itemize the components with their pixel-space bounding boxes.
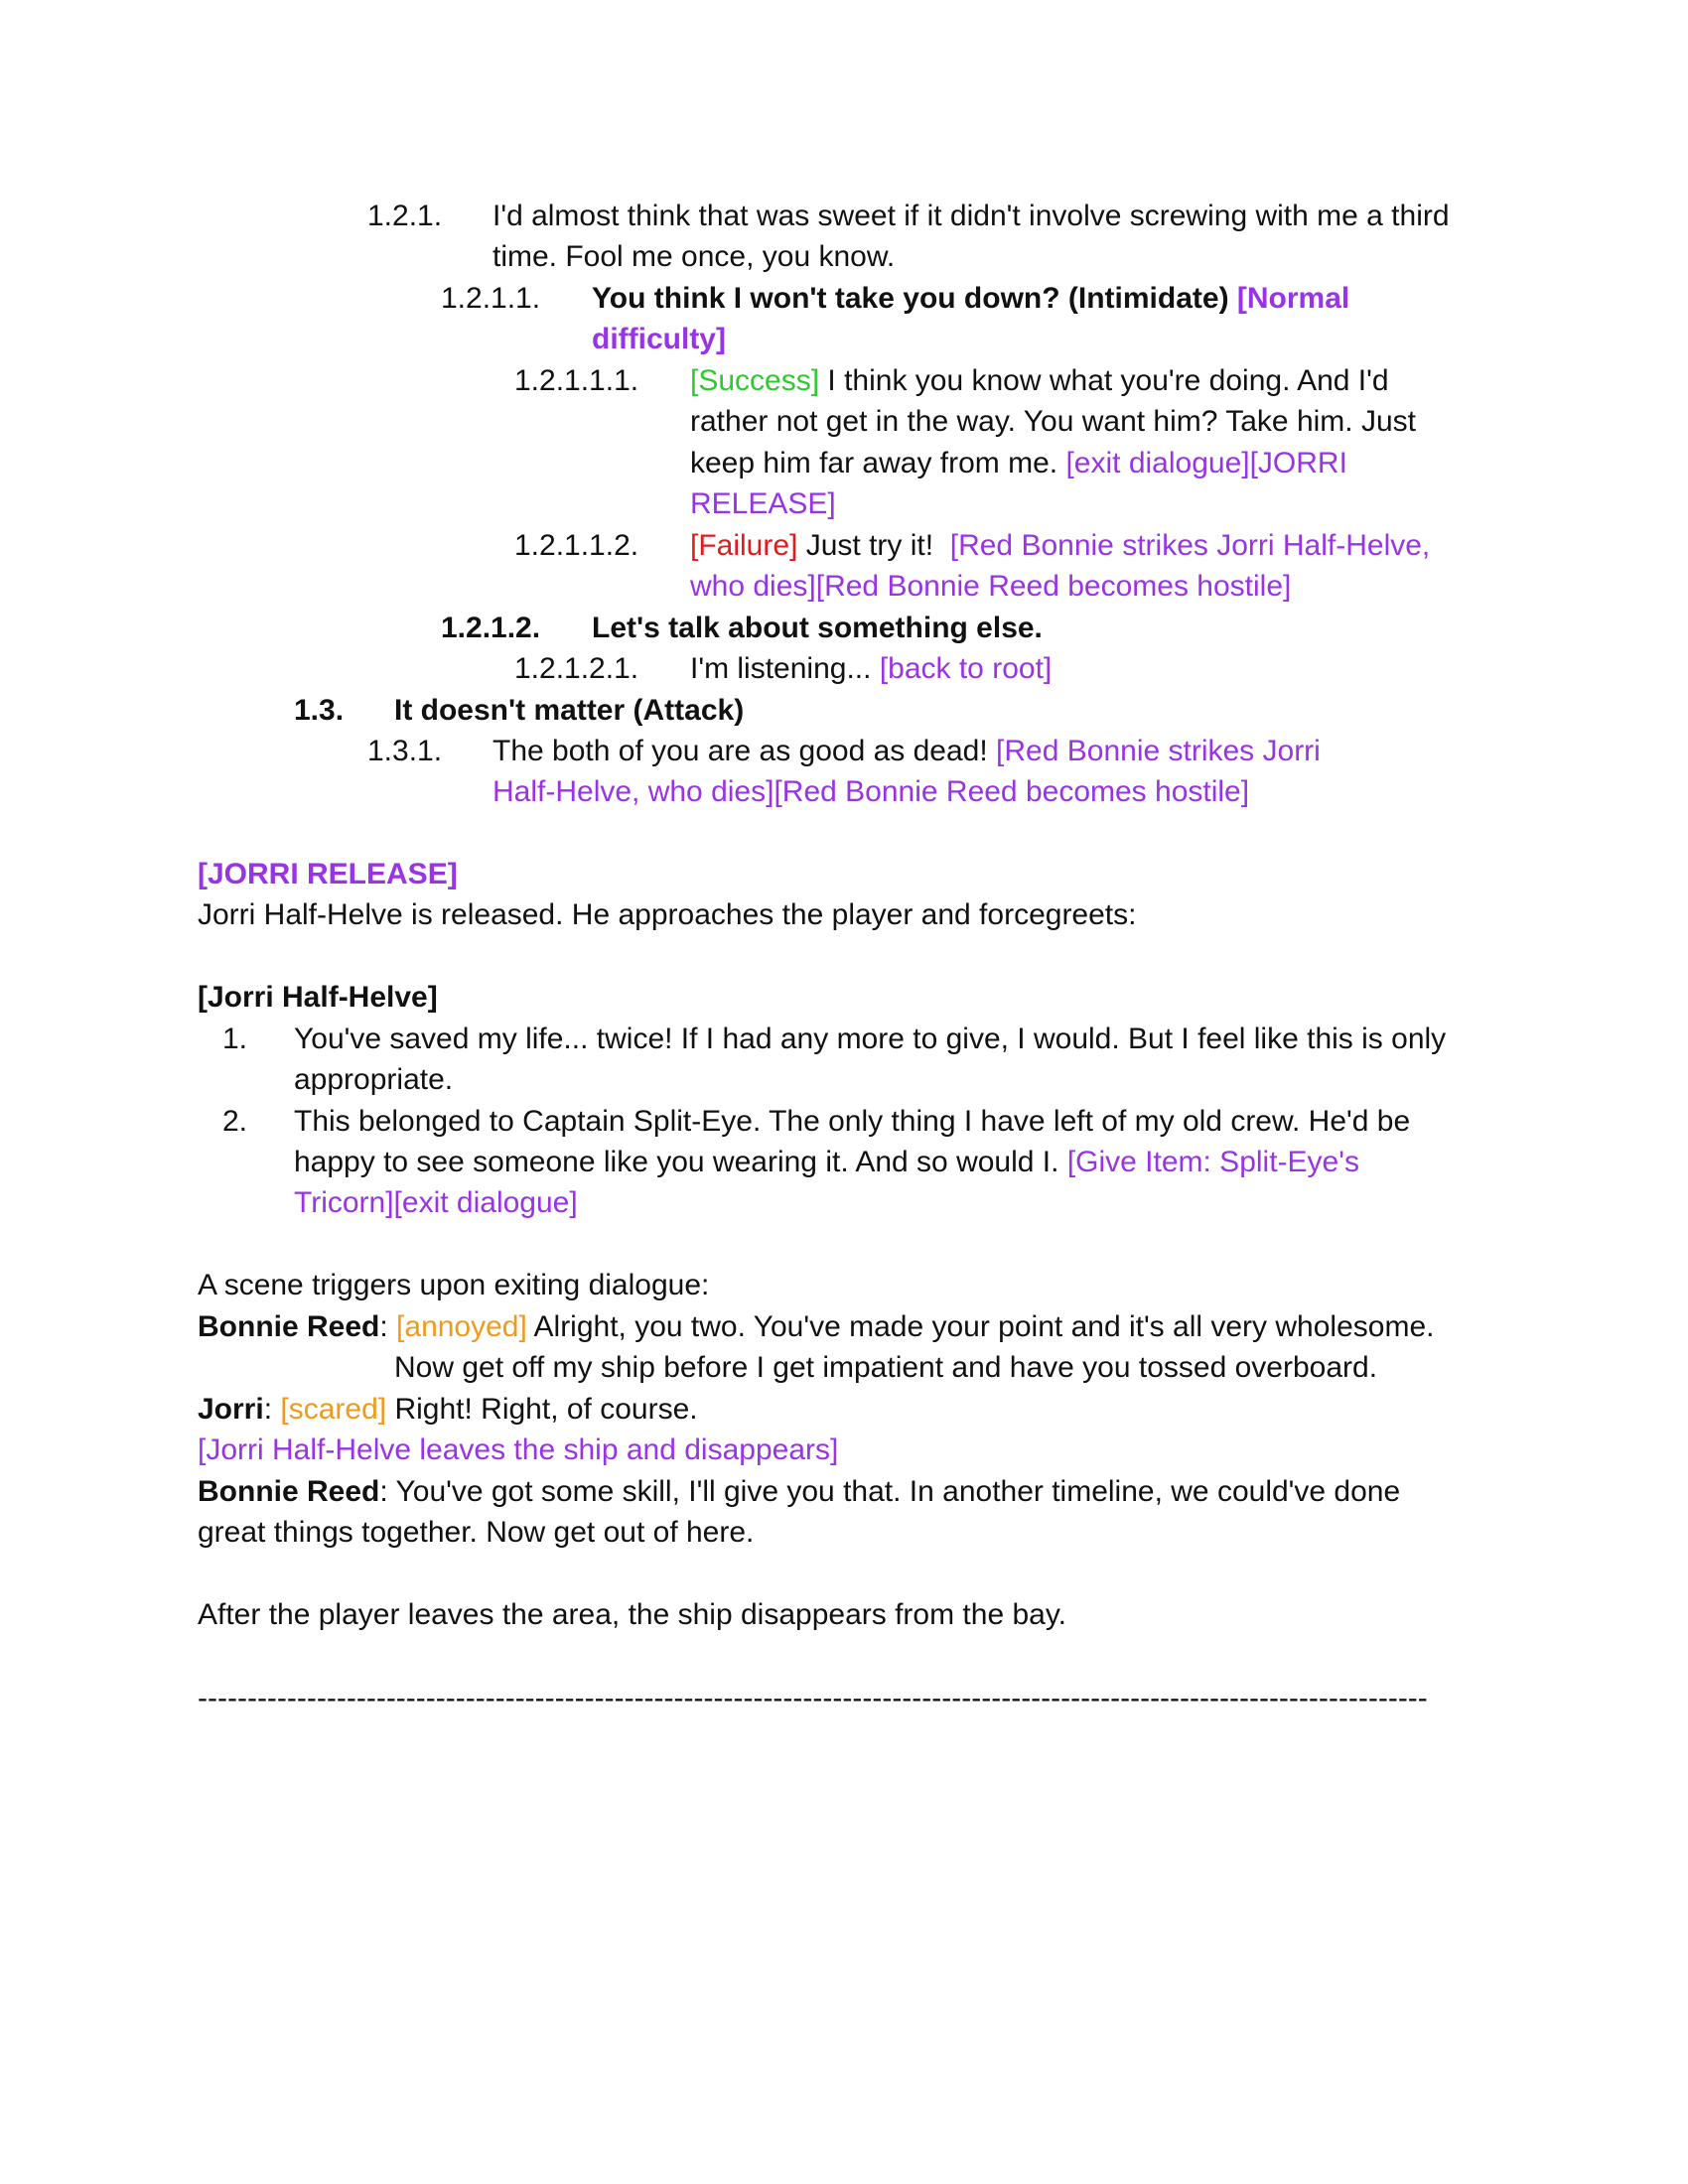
player-option: Let's talk about something else. xyxy=(592,612,1043,644)
dialogue-line xyxy=(690,360,1389,401)
colon: : xyxy=(379,1475,388,1508)
dialogue-line: I'd almost think that was sweet if it didn't involve screwing with me a third xyxy=(492,200,1450,232)
outline-number: 1.3.1. xyxy=(367,735,443,767)
dialogue-text: You've got some skill, I'll give you that. In another timeline, we could've done xyxy=(395,1475,1401,1508)
dialogue-text: Right! Right, of course. xyxy=(394,1393,698,1426)
player-option xyxy=(592,278,1349,319)
dialogue-line: time. Fool me once, you know. xyxy=(492,240,896,273)
dialogue-line xyxy=(492,731,1321,771)
action-tag: Tricorn][exit dialogue] xyxy=(294,1186,578,1219)
scene-line: great things together. Now get out of here. xyxy=(198,1516,755,1549)
dialogue-line xyxy=(690,525,1430,566)
list-item-text: appropriate. xyxy=(294,1063,454,1096)
outline-number: 1.2.1.2.1. xyxy=(514,652,639,685)
list-item-number: 1. xyxy=(222,1023,248,1055)
outline-number: 1.2.1.1. xyxy=(441,282,541,315)
list-item-number: 2. xyxy=(222,1105,248,1138)
difficulty-tag: difficulty] xyxy=(592,323,726,355)
colon: : xyxy=(263,1393,273,1426)
scene-outro: After the player leaves the area, the ship disappears from the bay. xyxy=(198,1598,1066,1631)
dialogue-text: keep him far away from me. xyxy=(690,447,1058,479)
emotion-tag: [scared] xyxy=(280,1393,387,1426)
failure-tag: [Failure] xyxy=(690,529,798,562)
section-divider: ---------------------------------------------------------------------------------------------------------------------------- xyxy=(198,1682,1428,1714)
list-item-text xyxy=(294,1142,1359,1182)
option-text: You think I won't take you down? (Intimidate) xyxy=(592,282,1229,315)
speaker-heading: [Jorri Half-Helve] xyxy=(198,981,438,1014)
list-item-text: This belonged to Captain Split-Eye. The only thing I have left of my old crew. He'd be xyxy=(294,1105,1411,1138)
dialogue-text: The both of you are as good as dead! xyxy=(492,735,988,767)
action-tag: [Give Item: Split-Eye's xyxy=(1066,1146,1359,1178)
dialogue-line xyxy=(690,443,1347,483)
emotion-tag: [annoyed] xyxy=(396,1310,527,1343)
outline-number: 1.2.1.2. xyxy=(441,612,541,644)
action-tag: Half-Helve, who dies][Red Bonnie Reed becomes hostile] xyxy=(492,775,1250,808)
dialogue-text: happy to see someone like you wearing it. And so would I. xyxy=(294,1146,1059,1178)
action-tag: [Red Bonnie strikes Jorri xyxy=(996,735,1321,767)
scene-line xyxy=(198,1306,1434,1347)
scene-line xyxy=(198,1389,698,1430)
dialogue-line: rather not get in the way. You want him? Take him. Just xyxy=(690,405,1416,438)
section-description: Jorri Half-Helve is released. He approaches the player and forcegreets: xyxy=(198,898,1137,931)
outline-number: 1.2.1.1.2. xyxy=(514,529,639,562)
outline-number: 1.3. xyxy=(294,694,345,727)
outline-number: 1.2.1.1.1. xyxy=(514,364,639,397)
dialogue-text: I'm listening... xyxy=(690,652,872,685)
speaker-name: Jorri xyxy=(198,1393,264,1426)
scene-line: Now get off my ship before I get impatient and have you tossed overboard. xyxy=(394,1351,1378,1384)
action-tag: [Jorri Half-Helve leaves the ship and disappears] xyxy=(198,1433,839,1466)
colon: : xyxy=(379,1310,388,1343)
section-heading: [JORRI RELEASE] xyxy=(198,858,458,890)
action-tag: [exit dialogue][JORRI xyxy=(1065,447,1347,479)
dialogue-text: I think you know what you're doing. And I'd xyxy=(827,364,1389,397)
action-tag: [Red Bonnie strikes Jorri Half-Helve, xyxy=(949,529,1431,562)
scene-intro: A scene triggers upon exiting dialogue: xyxy=(198,1269,710,1301)
dialogue-line xyxy=(690,648,1052,689)
success-tag: [Success] xyxy=(690,364,820,397)
list-item-text: You've saved my life... twice! If I had any more to give, I would. But I feel like this is only xyxy=(294,1023,1447,1055)
dialogue-text: Just try it! xyxy=(805,529,934,562)
difficulty-tag: [Normal xyxy=(1236,282,1350,315)
outline-number: 1.2.1. xyxy=(367,200,443,232)
speaker-name: Bonnie Reed xyxy=(198,1475,380,1508)
action-tag: [back to root] xyxy=(879,652,1053,685)
scene-line xyxy=(198,1471,1400,1512)
action-tag: who dies][Red Bonnie Reed becomes hostile] xyxy=(690,570,1292,603)
speaker-name: Bonnie Reed xyxy=(198,1310,380,1343)
dialogue-text: Alright, you two. You've made your point and it's all very wholesome. xyxy=(533,1310,1435,1343)
action-tag: RELEASE] xyxy=(690,487,836,520)
player-option: It doesn't matter (Attack) xyxy=(394,694,745,727)
